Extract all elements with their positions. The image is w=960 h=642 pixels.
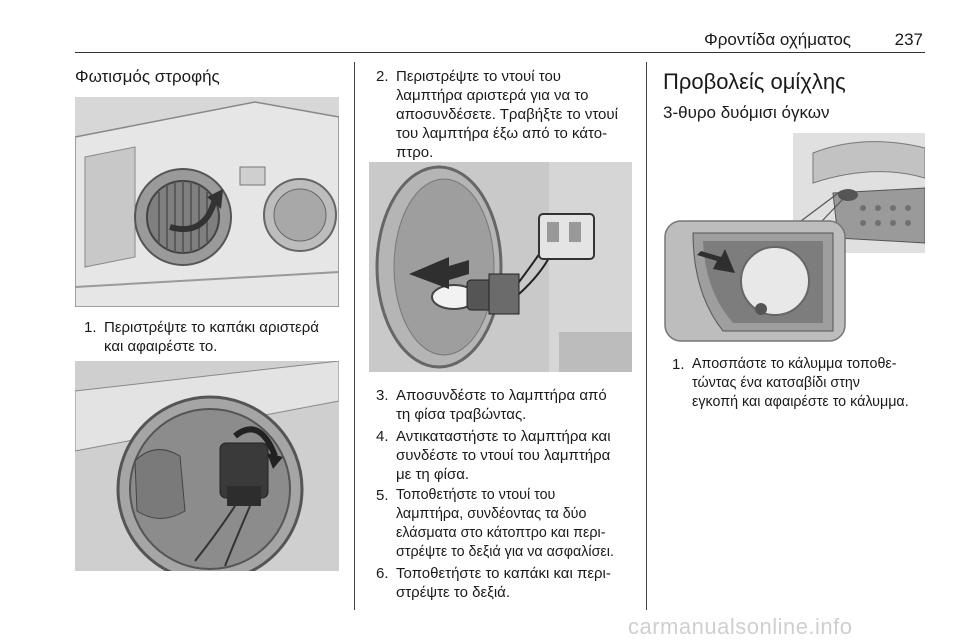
step-item: 3. Αποσυνδέστε το λαμπτήρα από τη φίσα τραβώντας. [376, 387, 607, 423]
step-item: 6. Τοποθετήστε το καπάκι και περι- στρέψτε το δεξιά. [376, 565, 611, 601]
step-item: 2. Περιστρέψτε το ντουί του λαμπτήρα αριστερά για να το αποσυνδέσετε. Τραβήξτε το ντουί του λαμπτήρα έξω από το κάτο- πτρο. [376, 68, 618, 161]
step-item: 5. Τοποθετήστε το ντουί του λαμπτήρα, συνδέοντας τα δύο ελάσματα στο κάτοπτρο και περι- στρέψτε το δεξιά για να ασφαλίσει. [376, 487, 614, 560]
watermark: carmanualsonline.info [628, 614, 853, 639]
figure-bulb-removal [369, 162, 632, 372]
figure-headlamp-back [75, 97, 339, 307]
section-heading: Φωτισμός στροφής [75, 67, 220, 86]
step-item: 1. Αποσπάστε το κάλυμμα τοποθε- τώντας ένα κατσαβίδι στην εγκοπή και αφαιρέστε το κάλυμμα. [672, 356, 909, 410]
subsection-heading: 3-θυρο δυόμισι όγκων [663, 103, 830, 122]
figure-bulb-socket [75, 361, 339, 571]
column-divider [354, 62, 355, 610]
column-divider [646, 62, 647, 610]
page-header [75, 28, 925, 53]
step-item: 1. Περιστρέψτε το καπάκι αριστερά και αφαιρέστε το. [84, 319, 319, 355]
section-title: Φροντίδα οχήματος [704, 30, 851, 49]
section-heading: Προβολείς ομίχλης [663, 69, 846, 94]
step-item: 4. Αντικαταστήστε το λαμπτήρα και συνδέστε το ντουί του λαμπτήρα με τη φίσα. [376, 428, 611, 483]
page-number: 237 [894, 30, 923, 49]
figure-fog-lamp-cover [663, 133, 925, 343]
